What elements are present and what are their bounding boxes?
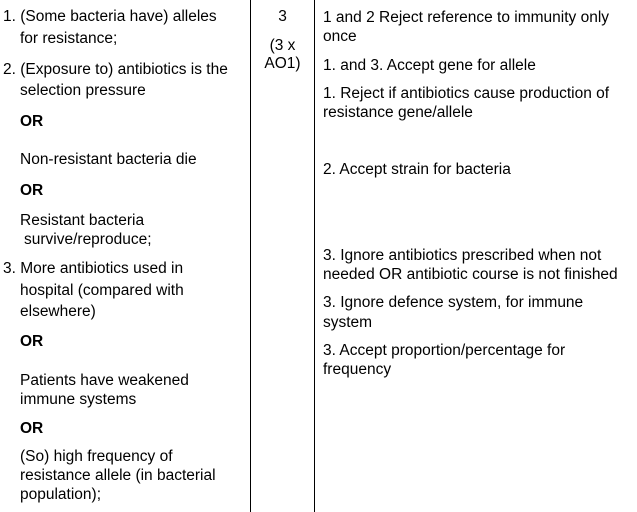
answer-3-alt-2-line-3: population); xyxy=(20,486,102,503)
column-divider-right xyxy=(314,0,315,512)
marks-breakdown-line-2: AO1) xyxy=(264,55,301,72)
marks-total: 3 xyxy=(278,8,287,25)
guidance-3-line-1: 1. Reject if antibiotics cause production of xyxy=(323,85,610,102)
or-separator: OR xyxy=(20,333,44,350)
guidance-1-line-2: once xyxy=(323,28,357,45)
guidance-6-line-1: 3. Ignore defence system, for immune xyxy=(323,294,584,311)
answer-3-alt-1-line-1: Patients have weakened xyxy=(20,372,189,389)
answer-1-line-2: for resistance; xyxy=(20,30,118,47)
column-divider-left xyxy=(250,0,251,512)
answer-3-alt-2-line-1: (So) high frequency of xyxy=(20,448,173,465)
or-separator: OR xyxy=(20,113,44,130)
answer-3-line-3: elsewhere) xyxy=(20,303,96,320)
guidance-2: 1. and 3. Accept gene for allele xyxy=(323,57,536,74)
answer-2-line-1: 2. (Exposure to) antibiotics is the xyxy=(3,61,228,78)
or-separator: OR xyxy=(20,420,44,437)
guidance-5-line-1: 3. Ignore antibiotics prescribed when not xyxy=(323,247,602,264)
guidance-4: 2. Accept strain for bacteria xyxy=(323,161,511,178)
answer-2-line-2: selection pressure xyxy=(20,82,146,99)
guidance-7-line-2: frequency xyxy=(323,361,392,378)
guidance-7-line-1: 3. Accept proportion/percentage for xyxy=(323,342,566,359)
answer-2-alt-2-line-2: survive/reproduce; xyxy=(24,231,152,248)
answer-3-alt-2-line-2: resistance allele (in bacterial xyxy=(20,467,216,484)
or-separator: OR xyxy=(20,182,44,199)
answer-1-line-1: 1. (Some bacteria have) alleles xyxy=(3,8,217,25)
answer-2-alt-1: Non-resistant bacteria die xyxy=(20,151,197,168)
answer-2-alt-2-line-1: Resistant bacteria xyxy=(20,212,145,229)
answer-3-alt-1-line-2: immune systems xyxy=(20,391,137,408)
guidance-3-line-2: resistance gene/allele xyxy=(323,104,473,121)
answer-3-line-1: 3. More antibiotics used in xyxy=(3,260,184,277)
guidance-1-line-1: 1 and 2 Reject reference to immunity only xyxy=(323,9,610,26)
guidance-6-line-2: system xyxy=(323,314,373,331)
marks-breakdown-line-1: (3 x xyxy=(269,37,296,54)
guidance-5-line-2: needed OR antibiotic course is not finished xyxy=(323,266,618,283)
answer-3-line-2: hospital (compared with xyxy=(20,282,184,299)
